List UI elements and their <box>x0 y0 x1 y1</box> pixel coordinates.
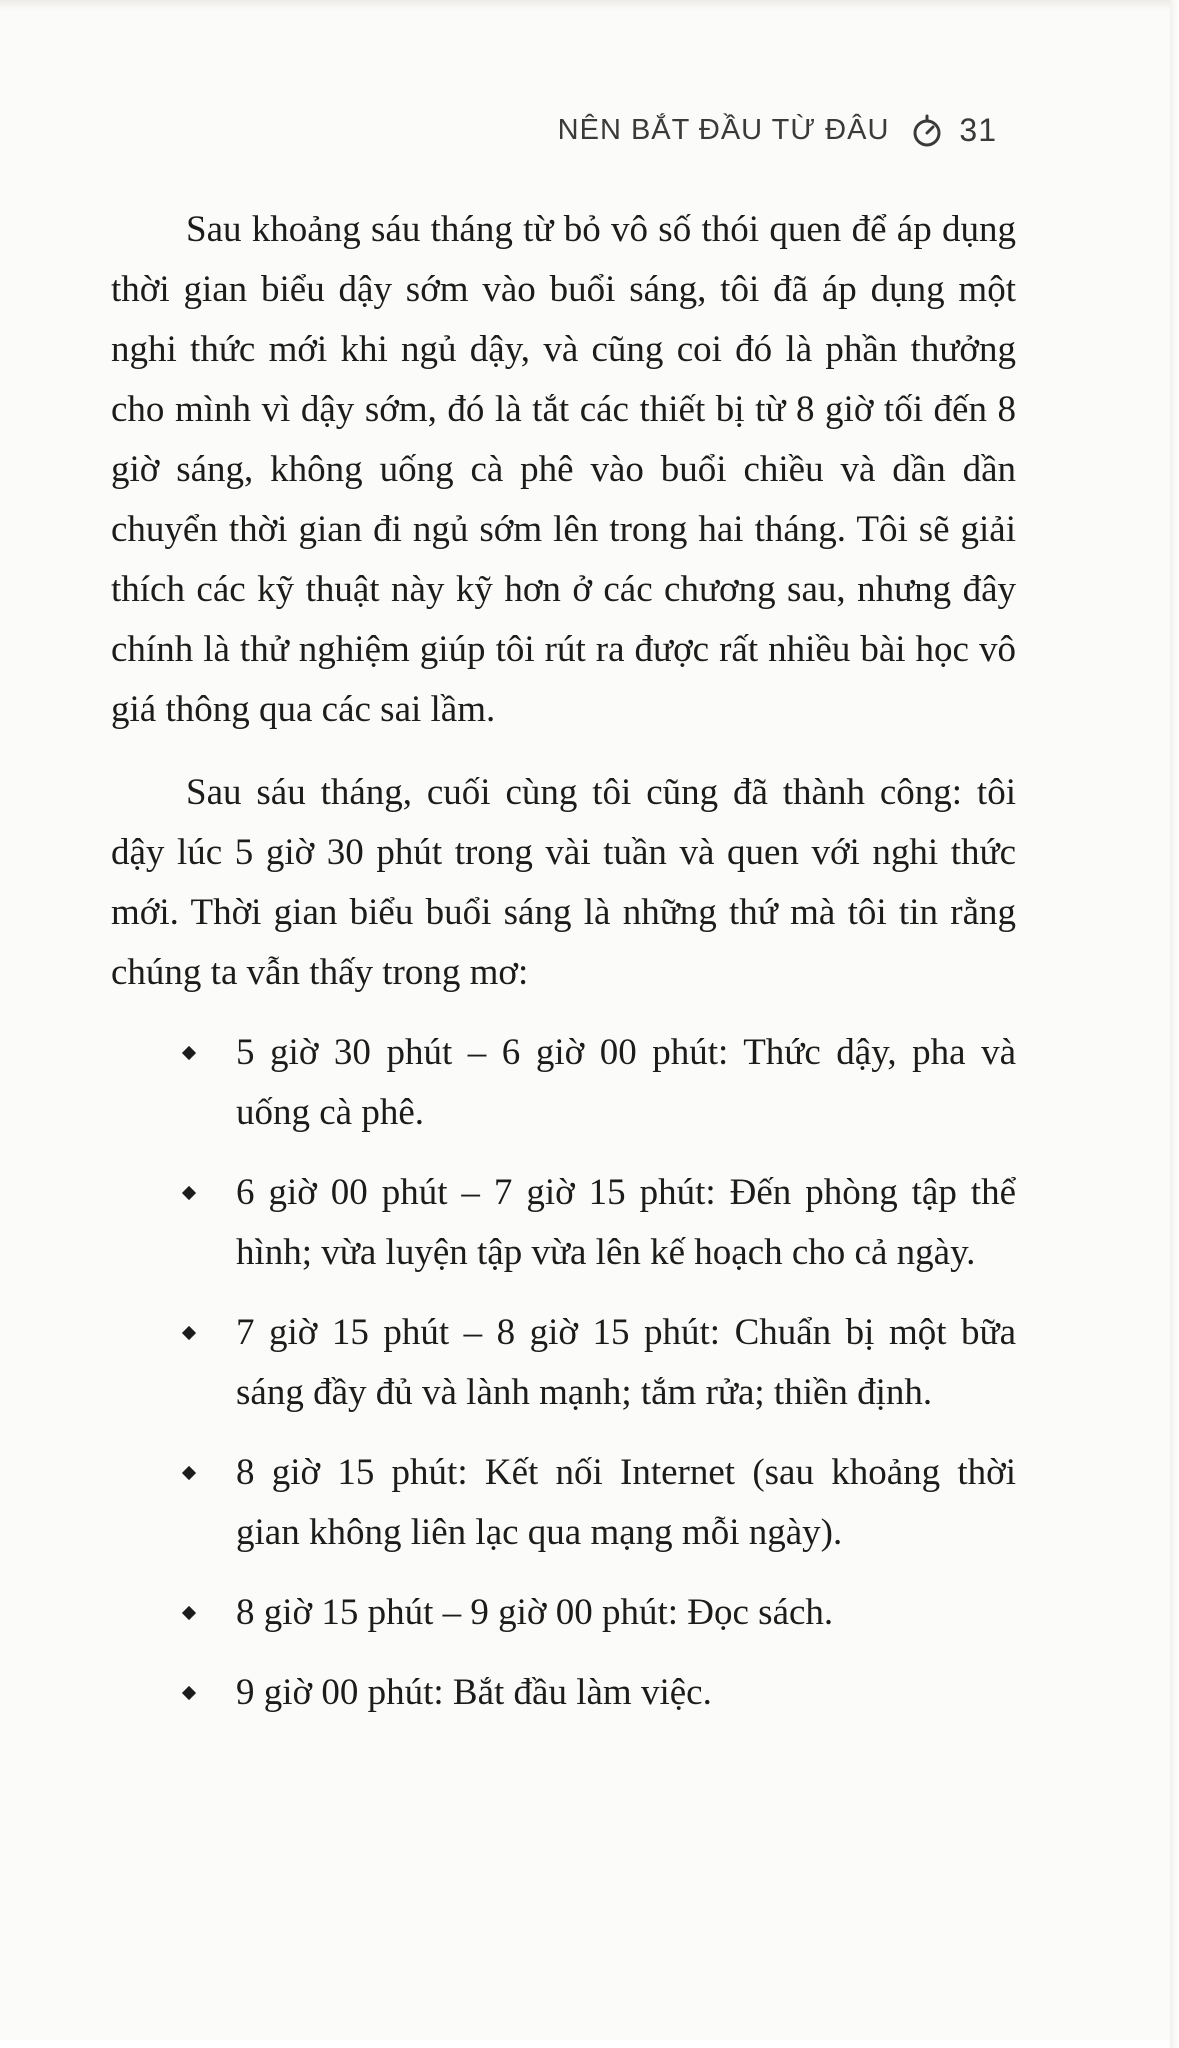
list-item <box>111 1023 1016 1143</box>
list-item-text: 8 giờ 15 phút – 9 giờ 00 phút: Đọc sách. <box>236 1592 834 1633</box>
diamond-bullet-icon <box>182 1466 196 1480</box>
diamond-bullet-icon <box>182 1046 196 1060</box>
diamond-bullet-icon <box>182 1686 196 1700</box>
list-item-text: 9 giờ 00 phút: Bắt đầu làm việc. <box>236 1672 712 1713</box>
list-item-text: 6 giờ 00 phút – 7 giờ 15 phút: Đến phòng tập thể hình; vừa luyện tập vừa lên kế hoạch cho cả ngày. <box>236 1172 1016 1273</box>
list-item-text: 8 giờ 15 phút: Kết nối Internet (sau khoảng thời gian không liên lạc qua mạng mỗi ngày). <box>236 1452 1016 1553</box>
diamond-bullet-icon <box>182 1186 196 1200</box>
list-item <box>111 1303 1016 1423</box>
list-item-text: 5 giờ 30 phút – 6 giờ 00 phút: Thức dậy, pha và uống cà phê. <box>236 1032 1016 1133</box>
page-number: 31 <box>959 112 997 148</box>
paragraph: Sau sáu tháng, cuối cùng tôi cũng đã thành công: tôi dậy lúc 5 giờ 30 phút trong vài tuần và quen với nghi thức mới. Thời gian biểu buổi sáng là những thứ mà tôi tin rằng chúng ta vẫn thấy trong mơ: <box>111 772 1016 993</box>
chapter-title: NÊN BẮT ĐẦU TỪ ĐÂU <box>557 114 890 146</box>
list-item <box>111 1443 1016 1563</box>
list-item <box>111 1663 1016 1723</box>
diamond-bullet-icon <box>182 1606 196 1620</box>
diamond-bullet-icon <box>182 1326 196 1340</box>
clock-icon <box>909 113 945 149</box>
paragraph: Sau khoảng sáu tháng từ bỏ vô số thói quen để áp dụng thời gian biểu dậy sớm vào buổi sáng, tôi đã áp dụng một nghi thức mới khi ngủ dậy, và cũng coi đó là phần thưởng cho mình vì dậy sớm, đó là tắt các thiết bị từ 8 giờ tối đến 8 giờ sáng, không uống cà phê vào buổi chiều và dần dần chuyển thời gian đi ngủ sớm lên trong hai tháng. Tôi sẽ giải thích các kỹ thuật này kỹ hơn ở các chương sau, nhưng đây chính là thử nghiệm giúp tôi rút ra được rất nhiều bài học vô giá thông qua các sai lầm. <box>111 209 1016 730</box>
page-body <box>111 200 1016 1743</box>
page-edge <box>1170 0 1179 2048</box>
morning-schedule-list <box>111 1023 1016 1723</box>
list-item-text: 7 giờ 15 phút – 8 giờ 15 phút: Chuẩn bị một bữa sáng đầy đủ và lành mạnh; tắm rửa; thiền định. <box>236 1312 1016 1413</box>
list-item <box>111 1163 1016 1283</box>
page-top-shadow <box>0 0 1170 10</box>
list-item <box>111 1583 1016 1643</box>
running-header <box>558 112 997 149</box>
